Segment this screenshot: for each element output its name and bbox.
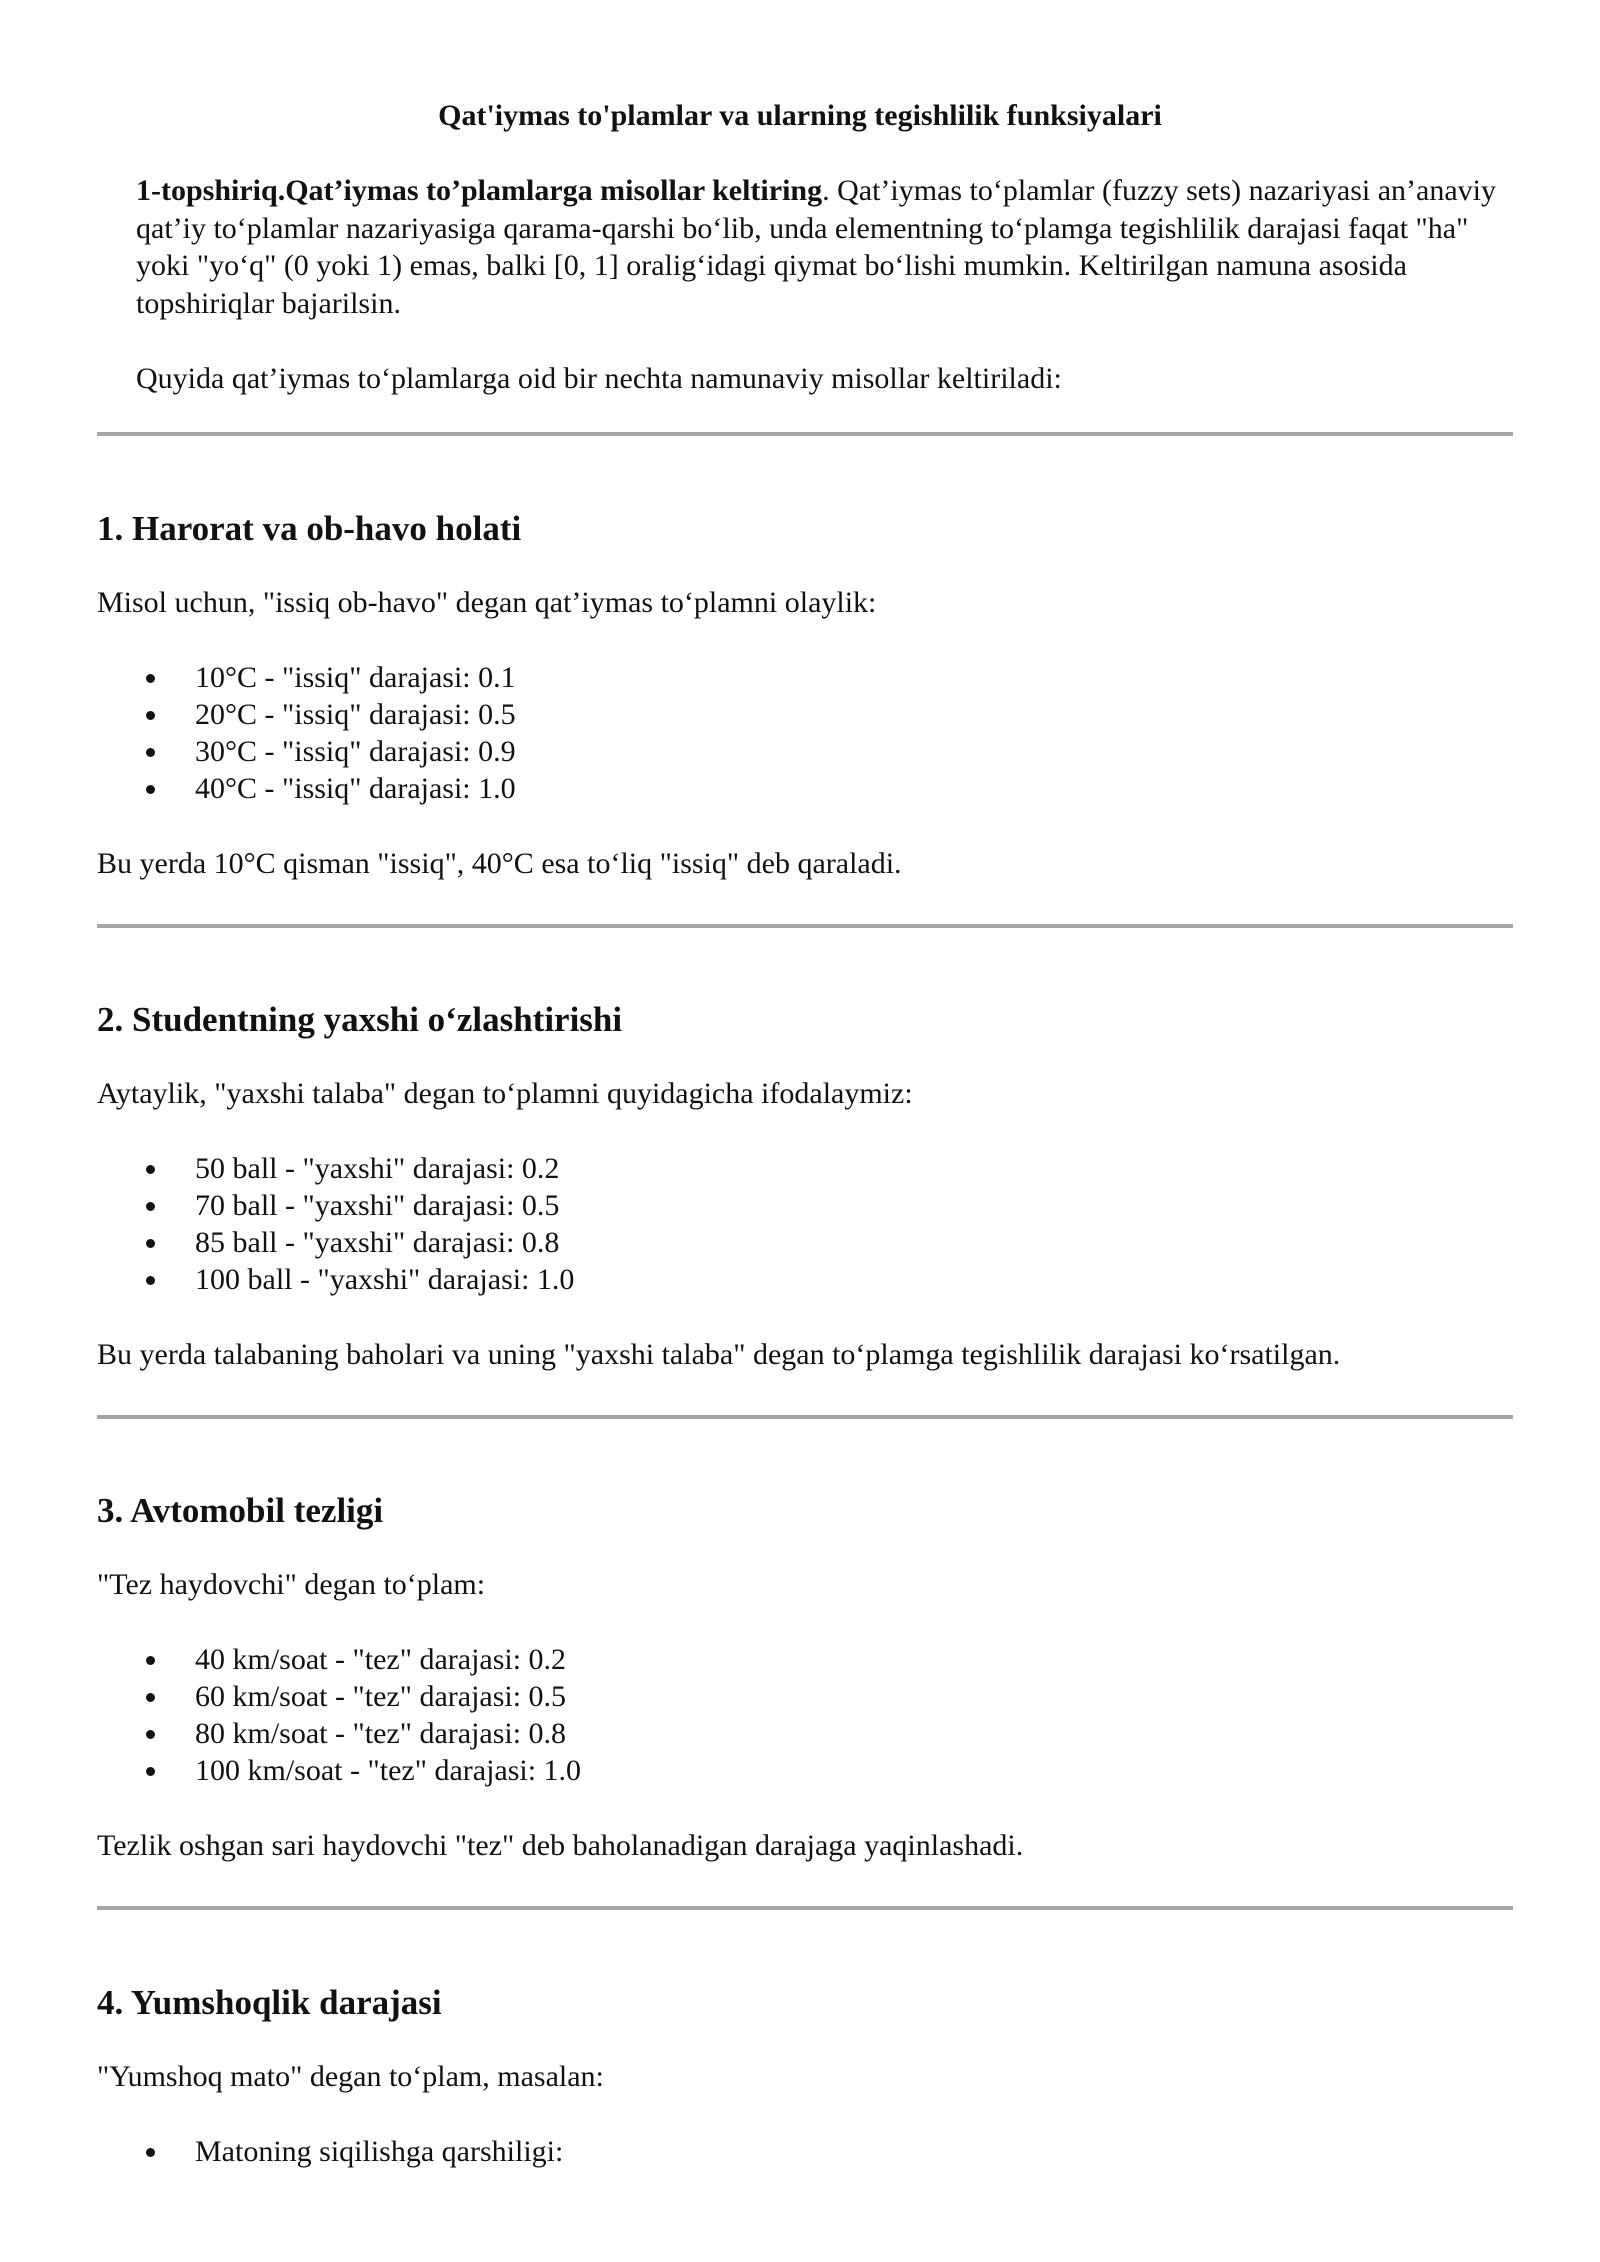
list-item-text: 80 km/soat - "tez" darajasi: 0.8 [195, 1717, 567, 1750]
list-item [97, 2133, 1527, 2170]
list-item [97, 733, 1527, 770]
list-item-text: 85 ball - "yaxshi" darajasi: 0.8 [195, 1226, 560, 1259]
section-lead: "Yumshoq mato" degan to‘plam, masalan: [97, 2060, 604, 2093]
document-title: Qat'iymas to'plamlar va ularning tegishlilik funksiyalari [438, 99, 1162, 132]
bullet-icon [146, 1767, 155, 1776]
bullet-icon [146, 785, 155, 794]
horizontal-rule [97, 432, 1513, 436]
list-item-text: 30°C - "issiq" darajasi: 0.9 [195, 735, 516, 768]
list-item-text: 20°C - "issiq" darajasi: 0.5 [195, 698, 516, 731]
section-heading: 1. Harorat va ob-havo holati [97, 509, 522, 548]
list-item-text: 60 km/soat - "tez" darajasi: 0.5 [195, 1680, 567, 1713]
section-lead: "Tez haydovchi" degan to‘plam: [97, 1568, 486, 1601]
list-item-text: 40 km/soat - "tez" darajasi: 0.2 [195, 1643, 567, 1676]
section-softness [97, 1982, 1527, 2170]
list-item [97, 1678, 1527, 1715]
list-item-text: 100 km/soat - "tez" darajasi: 1.0 [195, 1754, 582, 1787]
horizontal-rule [97, 1415, 1513, 1419]
section-lead: Misol uchun, "issiq ob-havo" degan qat’iymas to‘plamni olaylik: [97, 586, 877, 619]
list-item-text: 40°C - "issiq" darajasi: 1.0 [195, 772, 516, 805]
list-item [97, 1224, 1527, 1261]
bullet-icon [146, 1693, 155, 1702]
bullet-icon [146, 2148, 155, 2157]
list-item [97, 770, 1527, 807]
list-item-text: 10°C - "issiq" darajasi: 0.1 [195, 661, 516, 694]
list-item [97, 1150, 1527, 1187]
intro-block [136, 172, 1526, 398]
section-car-speed [97, 1490, 1527, 1864]
horizontal-rule [97, 924, 1513, 928]
list-item [97, 696, 1527, 733]
list-item-text: Matoning siqilishga qarshiligi: [195, 2135, 564, 2168]
list-item [97, 1752, 1527, 1789]
task-text: . Qat’iymas to‘plamlar (fuzzy sets) nazariyasi an’anaviy qat’iy to‘plamlar nazariyasiga qarama-qarshi bo‘lib, unda elementning to‘plamga tegishlilik darajasi faqat "ha" yoki "yo‘q" (0 yoki 1) emas, balki [0, 1] oralig‘idagi qiymat bo‘lishi mumkin. Keltirilgan namuna asosida topshiriqlar bajarilsin. [136, 174, 1496, 320]
bullet-icon [146, 1239, 155, 1248]
list-item [97, 659, 1527, 696]
membership-list [97, 1641, 1527, 1789]
bullet-icon [146, 674, 155, 683]
section-heading: 4. Yumshoqlik darajasi [97, 1983, 442, 2022]
bullet-icon [146, 711, 155, 720]
bullet-icon [146, 1656, 155, 1665]
section-heading: 2. Studentning yaxshi o‘zlashtirishi [97, 1000, 623, 1039]
section-note: Tezlik oshgan sari haydovchi "tez" deb baholanadigan darajaga yaqinlashadi. [97, 1829, 1024, 1862]
task-label: 1-topshiriq.Qat’iymas to’plamlarga misollar keltiring [136, 174, 823, 207]
list-item [97, 1187, 1527, 1224]
bullet-icon [146, 1276, 155, 1285]
list-item [97, 1641, 1527, 1678]
section-temperature [97, 508, 1527, 882]
section-lead: Aytaylik, "yaxshi talaba" degan to‘plamni quyidagicha ifodalaymiz: [97, 1077, 913, 1110]
list-item-text: 50 ball - "yaxshi" darajasi: 0.2 [195, 1152, 560, 1185]
list-item [97, 1715, 1527, 1752]
bullet-icon [146, 748, 155, 757]
section-note: Bu yerda 10°C qisman "issiq", 40°C esa to‘liq "issiq" deb qaraladi. [97, 847, 902, 880]
section-student [97, 999, 1527, 1373]
membership-list [97, 1150, 1527, 1298]
list-item-text: 100 ball - "yaxshi" darajasi: 1.0 [195, 1263, 575, 1296]
list-item-text: 70 ball - "yaxshi" darajasi: 0.5 [195, 1189, 560, 1222]
section-heading: 3. Avtomobil tezligi [97, 1491, 384, 1530]
examples-lead: Quyida qat’iymas to‘plamlarga oid bir nechta namunaviy misollar keltiriladi: [136, 362, 1062, 395]
section-note: Bu yerda talabaning baholari va uning "yaxshi talaba" degan to‘plamga tegishlilik darajasi ko‘rsatilgan. [97, 1338, 1341, 1371]
membership-list [97, 659, 1527, 807]
membership-list [97, 2133, 1527, 2170]
bullet-icon [146, 1165, 155, 1174]
bullet-icon [146, 1202, 155, 1211]
horizontal-rule [97, 1906, 1513, 1910]
list-item [97, 1261, 1527, 1298]
task-paragraph [136, 172, 1526, 322]
bullet-icon [146, 1730, 155, 1739]
